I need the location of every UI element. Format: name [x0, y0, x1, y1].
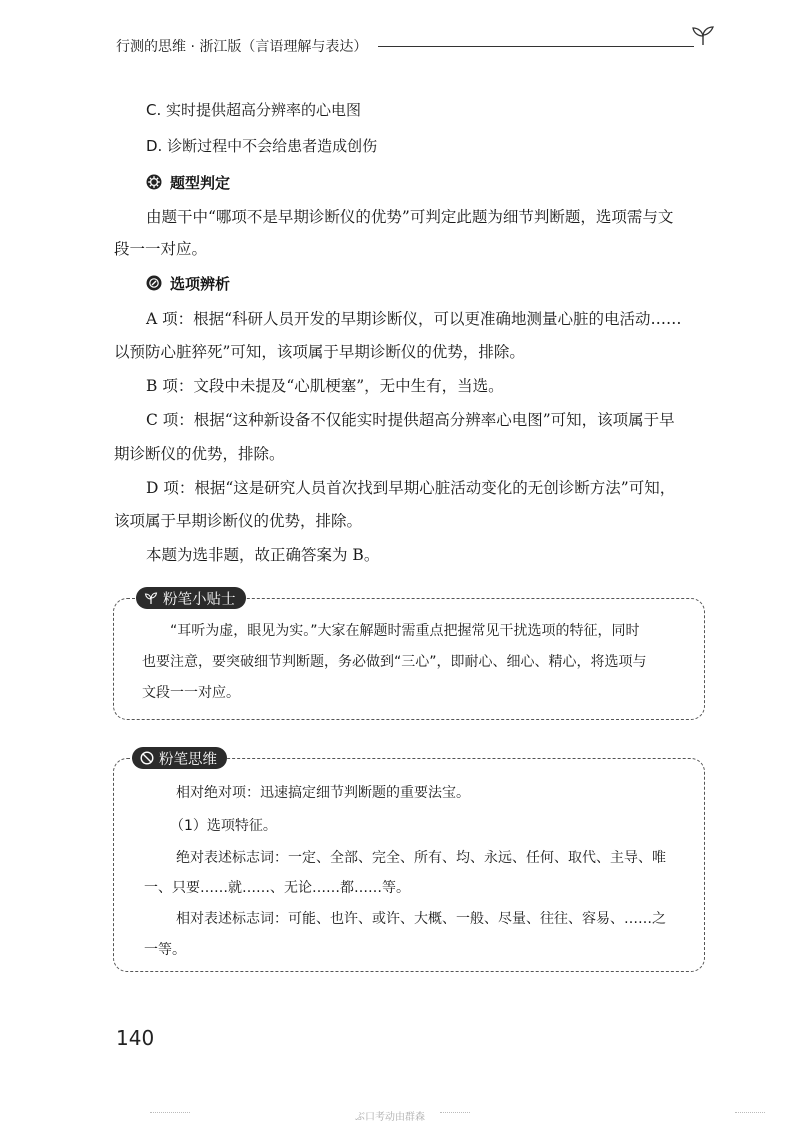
compass-icon: [146, 275, 162, 291]
section-analysis-heading: [146, 272, 230, 294]
header-rule: [378, 46, 694, 47]
scan-speck: [150, 1112, 190, 1114]
scan-speck: [440, 1112, 470, 1114]
option-b-analysis: B 项：文段中未提及“心肌梗塞”，无中生有，当选。: [146, 377, 504, 395]
thinking-box: [113, 751, 705, 972]
option-d-analysis-line2: 该项属于早期诊断仪的优势，排除。: [114, 512, 363, 530]
thinking-line3: 绝对表述标志词：一定、全部、完全、所有、均、永远、任何、取代、主导、唯: [176, 850, 666, 866]
thinking-box-title-badge: [132, 747, 227, 769]
thinking-line2: （1）选项特征。: [170, 818, 277, 834]
section-analysis-title: 选项辨析: [170, 274, 231, 293]
section-type-title: 题型判定: [170, 173, 231, 192]
running-header: [116, 34, 716, 60]
thinking-line1: 相对绝对项：迅速搞定细节判断题的重要法宝。: [176, 785, 470, 801]
thinking-line6: 一等。: [144, 942, 186, 958]
thinking-box-title: 粉笔思维: [159, 751, 217, 768]
scan-speck: [735, 1112, 765, 1114]
option-c-analysis-line1: C 项：根据“这种新设备不仅能实时提供超高分辨率心电图”可知，该项属于早: [146, 411, 675, 429]
page-number: 140: [116, 1026, 155, 1050]
tip-line3: 文段一一对应。: [142, 685, 240, 701]
answer-line: 本题为选非题，故正确答案为 B。: [146, 546, 380, 564]
option-d: D. 诊断过程中不会给患者造成创伤: [146, 137, 378, 155]
option-c: C. 实时提供超高分辨率的心电图: [146, 101, 362, 119]
tip-box: [113, 591, 705, 720]
tip-box-title-badge: [136, 587, 246, 609]
gear-icon: [146, 174, 162, 190]
sprout-icon: [144, 591, 158, 605]
section-type-heading: [146, 171, 230, 193]
tip-line2: 也要注意，要突破细节判断题，务必做到“三心”，即耐心、细心、精心，将选项与: [142, 654, 647, 670]
header-title: 行测的思维 · 浙江版（言语理解与表达）: [116, 39, 368, 55]
sprout-icon: [690, 24, 716, 46]
option-a-analysis-line1: A 项：根据“科研人员开发的早期诊断仪，可以更准确地测量心脏的电活动……: [146, 310, 682, 328]
thinking-line4: 一、只要……就……、无论……都……等。: [144, 880, 410, 896]
no-sign-icon: [140, 751, 154, 765]
tip-line1: “耳听为虚，眼见为实。”大家在解题时需重点把握常见干扰选项的特征，同时: [170, 623, 640, 639]
option-d-analysis-line1: D 项：根据“这是研究人员首次找到早期心脏活动变化的无创诊断方法”可知，: [146, 479, 676, 497]
option-a-analysis-line2: 以预防心脏猝死”可知，该项属于早期诊断仪的优势，排除。: [114, 343, 525, 361]
type-text-line2: 段一一对应。: [114, 240, 208, 258]
tip-box-title: 粉笔小贴士: [163, 591, 236, 608]
type-text-line1: 由题干中“哪项不是早期诊断仪的优势”可判定此题为细节判断题，选项需与文: [146, 208, 674, 226]
option-c-analysis-line2: 期诊断仪的优势，排除。: [114, 445, 285, 463]
thinking-line5: 相对表述标志词：可能、也许、或许、大概、一般、尽量、往往、容易、……之: [176, 911, 666, 927]
scan-watermark: ぶ口考动由群森: [355, 1112, 425, 1123]
